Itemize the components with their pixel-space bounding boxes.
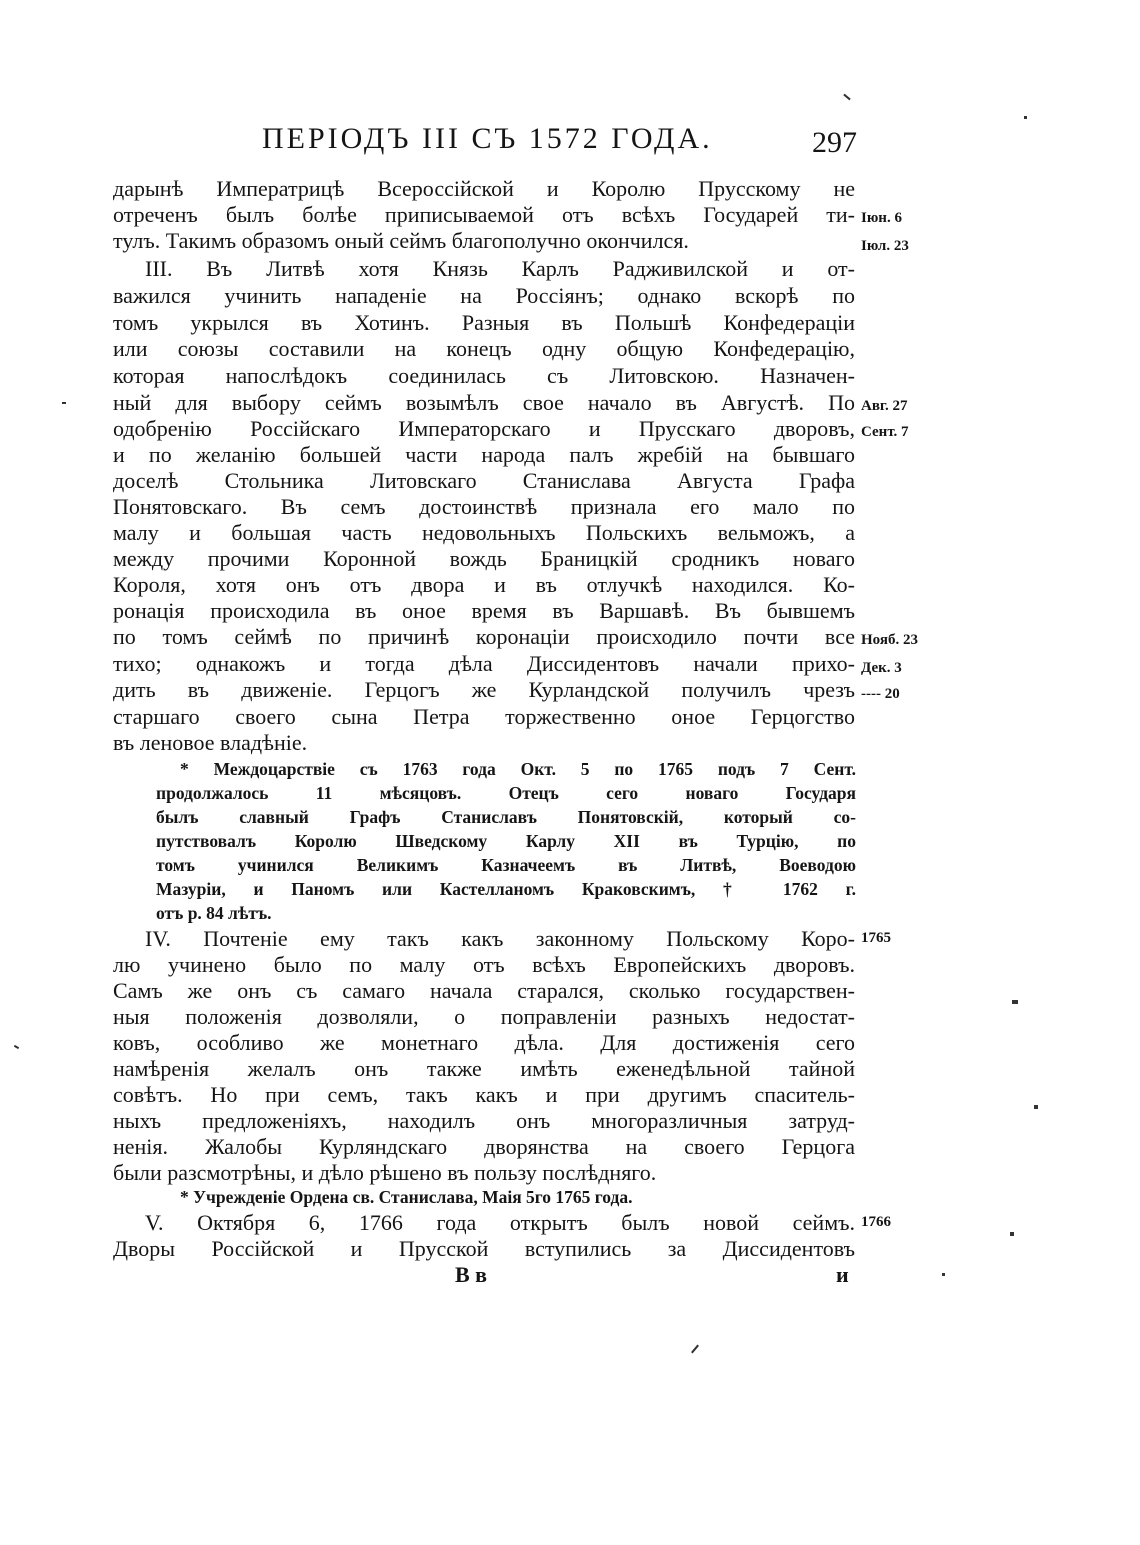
text-line: и по желанію большей части народа палъ жребій на бывшаго bbox=[113, 442, 855, 467]
footnote-line: * Междоцарствіе съ 1763 года Окт. 5 по 1765 подъ 7 Сент. bbox=[180, 759, 856, 779]
text-line: важился учинить нападеніе на Россіянъ; однако вскорѣ по bbox=[113, 283, 855, 308]
catchword: и bbox=[836, 1262, 849, 1287]
text-line: малу и большая часть недовольныхъ Польскихъ вельможъ, а bbox=[113, 520, 855, 545]
scan-speck bbox=[1034, 1105, 1038, 1109]
scan-speck bbox=[942, 1273, 945, 1276]
margin-date: Іюл. 23 bbox=[861, 238, 909, 254]
footnote-line: путствовалъ Королю Шведскому Карлу XII въ Турцію, по bbox=[156, 831, 856, 851]
footnote-order-st-stanislaus: * Учрежденіе Ордена св. Станислава, Маія 5го 1765 года. bbox=[180, 1187, 633, 1207]
text-line: томъ укрылся въ Хотинъ. Разныя въ Польшѣ Конфедераціи bbox=[113, 310, 855, 335]
text-line: ныхъ предложеніяхъ, находилъ онъ многоразличныя затруд- bbox=[113, 1108, 855, 1133]
text-line: доселѣ Стольника Литовскаго Станислава Августа Графа bbox=[113, 468, 855, 493]
page-number: 297 bbox=[812, 126, 857, 159]
text-line: ныя положенія дозволяли, о поправленіи разныхъ недостат- bbox=[113, 1004, 855, 1029]
text-line: ный для выбору сеймъ возымѣлъ свое начало въ Августѣ. По bbox=[113, 390, 855, 415]
text-line: или союзы составили на конецъ одну общую Конфедерацію, bbox=[113, 336, 855, 361]
text-line: одобренію Россійскаго Императорскаго и Прусскаго дворовъ, bbox=[113, 416, 855, 441]
text-line: дить въ движеніе. Герцогъ же Курландской получилъ чрезъ bbox=[113, 677, 855, 702]
margin-date: Нояб. 23 bbox=[861, 632, 918, 648]
margin-date: Сент. 7 bbox=[861, 424, 909, 440]
text-line: были разсмотрѣны, и дѣло рѣшено въ пользу послѣдняго. bbox=[113, 1160, 657, 1185]
footnote-line: Мазуріи, и Паномъ или Кастелланомъ Краковскимъ, † 1762 г. bbox=[156, 879, 856, 899]
text-line: въ леновое владѣніе. bbox=[113, 730, 308, 755]
scan-speck bbox=[1024, 116, 1027, 119]
margin-year: 1765 bbox=[861, 930, 891, 946]
scan-speck bbox=[14, 1045, 19, 1049]
footnote-line: былъ славный Графъ Станиславъ Понятовскій, который со- bbox=[156, 807, 856, 827]
text-line: ненія. Жалобы Курляндскаго дворянства на своего Герцога bbox=[113, 1134, 855, 1159]
text-line: совѣтъ. Но при семъ, такъ какъ и при другимъ спаситель- bbox=[113, 1082, 855, 1107]
text-line: ковъ, особливо же монетнаго дѣла. Для достиженія сего bbox=[113, 1030, 855, 1055]
text-line: намѣренія желалъ онъ также имѣть еженедѣльной тайной bbox=[113, 1056, 855, 1081]
footnote-line: продолжалось 11 мѣсяцовъ. Отецъ сего новаго Государя bbox=[156, 783, 856, 803]
text-line: ронація происходила въ оное время въ Варшавѣ. Въ бывшемъ bbox=[113, 598, 855, 623]
text-line: отреченъ былъ болѣе приписываемой отъ всѣхъ Государей ти- bbox=[113, 202, 855, 227]
text-line: лю учинено было по малу отъ всѣхъ Европейскихъ дворовъ. bbox=[113, 952, 855, 977]
text-line: старшаго своего сына Петра торжественно оное Герцогство bbox=[113, 704, 855, 729]
text-line: тихо; однакожъ и тогда дѣла Диссидентовъ начали прихо- bbox=[113, 651, 855, 676]
margin-date: ---- 20 bbox=[861, 686, 900, 702]
signature-mark: В в bbox=[455, 1262, 488, 1287]
text-line: III. Въ Литвѣ хотя Князь Карлъ Радживилской и от- bbox=[145, 256, 855, 281]
text-line: по томъ сеймѣ по причинѣ коронаціи происходило почти все bbox=[113, 624, 855, 649]
text-line: V. Октября 6, 1766 года открытъ былъ новой сеймъ. bbox=[145, 1210, 855, 1235]
text-line: IV. Почтеніе ему такъ какъ законному Польскому Коро- bbox=[145, 926, 855, 951]
text-line: Короля, хотя онъ отъ двора и въ отлучкѣ находился. Ко- bbox=[113, 572, 855, 597]
text-line: Понятовскаго. Въ семъ достоинствѣ признала его мало по bbox=[113, 494, 855, 519]
text-line: тулъ. Такимъ образомъ оный сеймъ благополучно окончился. bbox=[113, 228, 689, 253]
margin-date: Іюн. 6 bbox=[861, 210, 902, 226]
scan-speck bbox=[691, 1345, 699, 1354]
scan-speck bbox=[62, 402, 66, 404]
text-line: Дворы Россійской и Прусской вступились за Диссидентовъ bbox=[113, 1236, 855, 1261]
scan-speck bbox=[843, 94, 850, 101]
scan-speck bbox=[1012, 1000, 1018, 1004]
text-line: дарынѣ Императрицѣ Всероссійской и Королю Прусскому не bbox=[113, 176, 855, 201]
text-line: между прочими Коронной вождь Браницкій сродникъ новаго bbox=[113, 546, 855, 571]
footnote-line: отъ р. 84 лѣтъ. bbox=[156, 903, 272, 923]
text-line: которая напослѣдокъ соединилась съ Литовскою. Назначен- bbox=[113, 363, 855, 388]
running-header-title: ПЕРІОДЪ III СЪ 1572 ГОДА. bbox=[262, 122, 713, 155]
footnote-line: томъ учинился Великимъ Казначеемъ въ Литвѣ, Воеводою bbox=[156, 855, 856, 875]
margin-date: Авг. 27 bbox=[861, 398, 908, 414]
text-line: Самъ же онъ съ самаго начала старался, сколько государствен- bbox=[113, 978, 855, 1003]
margin-year: 1766 bbox=[861, 1214, 891, 1230]
scan-speck bbox=[1010, 1232, 1014, 1236]
margin-date: Дек. 3 bbox=[861, 660, 902, 676]
